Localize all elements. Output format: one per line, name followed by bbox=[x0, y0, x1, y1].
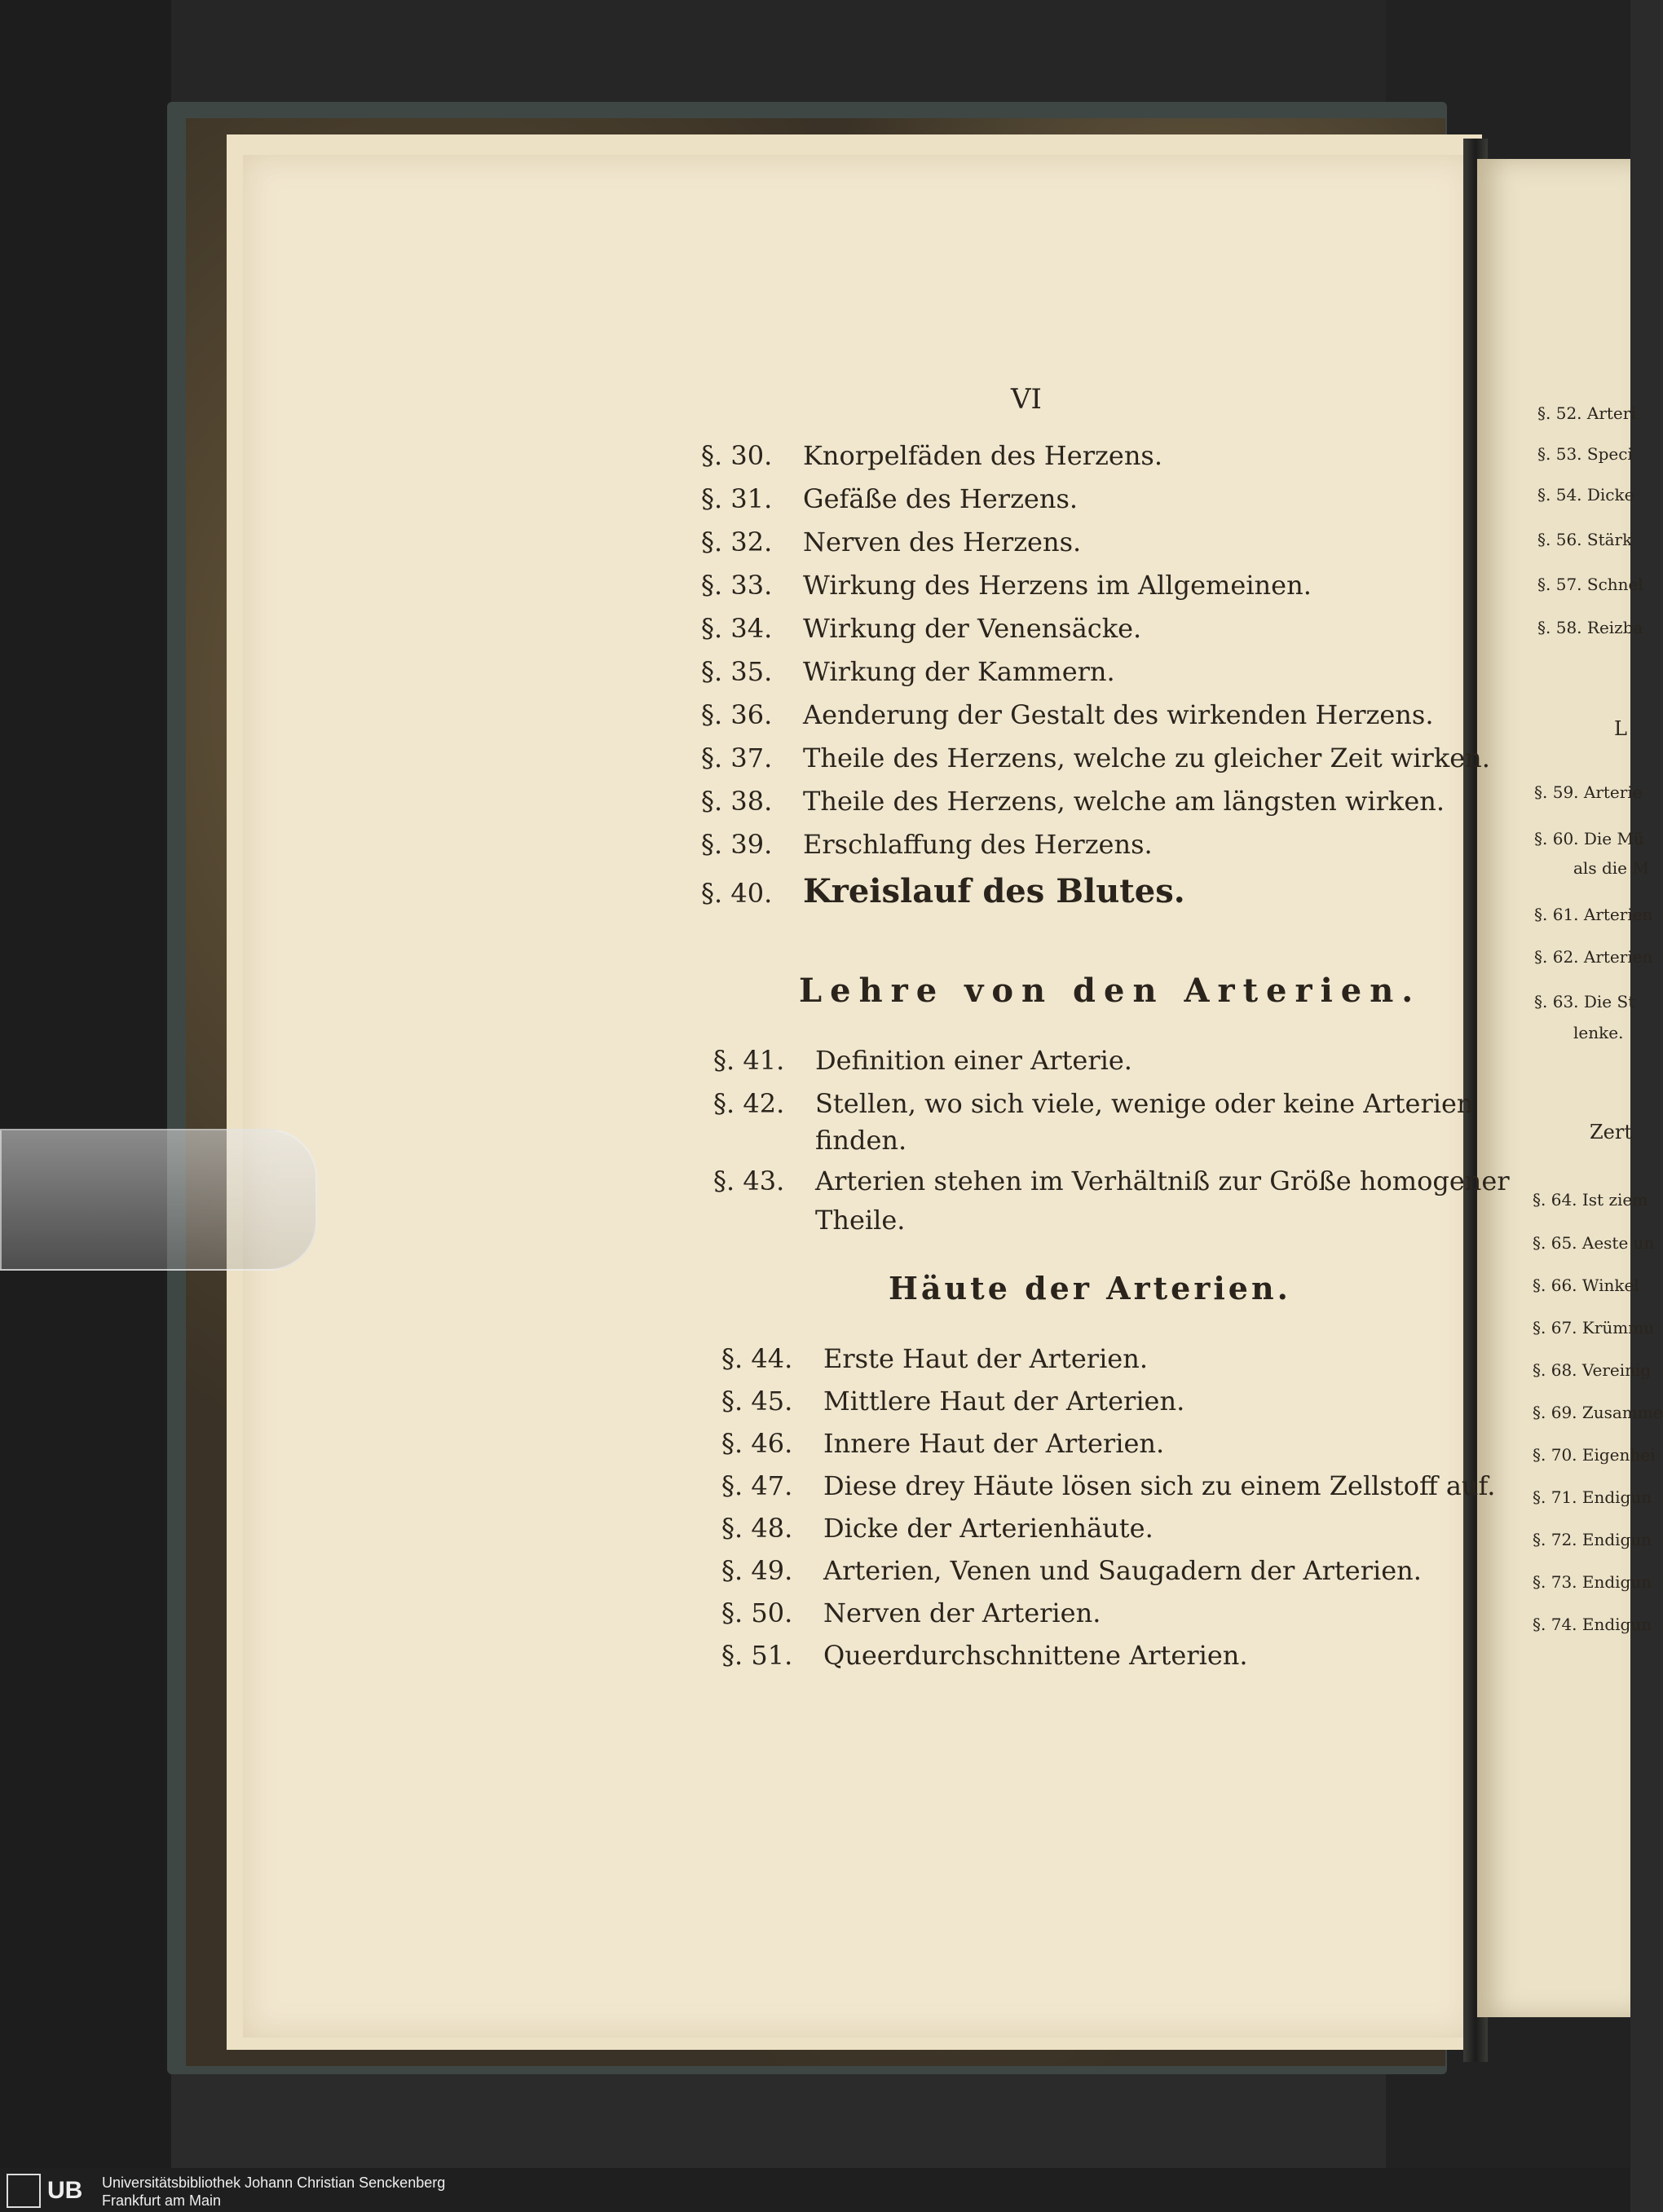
ub-logo-mark-icon bbox=[7, 2174, 41, 2208]
right-entry: §. 62. Arterien bbox=[1534, 947, 1653, 967]
section-heading-skins: Häute der Arterien. bbox=[889, 1270, 1291, 1306]
toc-entry: §. 51. Queerdurchschnittene Arterien. bbox=[721, 1640, 1248, 1671]
toc-entry: §. 47. Diese drey Häute lösen sich zu einem Zellstoff auf. bbox=[721, 1470, 1496, 1501]
right-entry: §. 61. Arterien bbox=[1534, 905, 1653, 924]
section-heading-arteries: Lehre von den Arterien. bbox=[799, 972, 1422, 1010]
right-entry: §. 64. Ist ziem bbox=[1533, 1190, 1648, 1210]
toc-entry: §. 38. Theile des Herzens, welche am längsten wirken. bbox=[701, 786, 1445, 817]
right-entry: §. 69. Zusamme bbox=[1533, 1403, 1663, 1422]
right-entry: §. 71. Endigun bbox=[1533, 1487, 1652, 1507]
right-entry: §. 66. Winkel bbox=[1533, 1276, 1639, 1295]
toc-entry: §. 41. Definition einer Arterie. bbox=[713, 1045, 1132, 1076]
right-entry: §. 65. Aeste un bbox=[1533, 1233, 1655, 1253]
toc-entry: §. 31. Gefäße des Herzens. bbox=[701, 483, 1079, 514]
right-entry: §. 56. Stärk bbox=[1537, 530, 1633, 549]
right-entry: §. 57. Schnel bbox=[1537, 575, 1643, 594]
right-entry: §. 73. Endigun bbox=[1533, 1572, 1652, 1592]
toc-entry: §. 49. Arterien, Venen und Saugadern der Arterien. bbox=[721, 1555, 1422, 1586]
right-page-text bbox=[1533, 159, 1663, 2017]
ub-logo-text: UB bbox=[47, 2177, 83, 2204]
toc-entry: §. 45. Mittlere Haut der Arterien. bbox=[721, 1386, 1185, 1417]
right-entry: §. 74. Endigun bbox=[1533, 1615, 1652, 1634]
toc-entry: §. 39. Erschlaffung des Herzens. bbox=[701, 829, 1153, 860]
toc-entry: §. 36. Aenderung der Gestalt des wirkenden Herzens. bbox=[701, 699, 1434, 730]
right-entry: §. 63. Die St bbox=[1534, 992, 1635, 1011]
toc-entry: §. 34. Wirkung der Venensäcke. bbox=[701, 613, 1142, 644]
toc-entry: §. 37. Theile des Herzens, welche zu gleicher Zeit wirken. bbox=[701, 742, 1490, 773]
right-entry: §. 59. Arterie bbox=[1534, 782, 1643, 802]
right-entry: §. 53. Speci bbox=[1537, 444, 1633, 464]
ub-logo[interactable] bbox=[7, 2175, 96, 2207]
toc-entry: §. 30. Knorpelfäden des Herzens. bbox=[701, 440, 1163, 471]
background-left bbox=[0, 0, 171, 2168]
footer-institution: Universitätsbibliothek Johann Christian Senckenberg bbox=[102, 2175, 446, 2191]
right-entry: §. 52. Arteri bbox=[1537, 403, 1636, 423]
toc-entry: §. 43. Arterien stehen im Verhältniß zur Größe homogener bbox=[713, 1165, 1510, 1196]
right-entry: §. 68. Vereinig bbox=[1533, 1360, 1652, 1380]
toc-entry: §. 42. Stellen, wo sich viele, wenige oder keine Arterien bbox=[713, 1088, 1474, 1119]
toc-entry-continuation: Theile. bbox=[815, 1205, 906, 1236]
right-entry: §. 58. Reizba bbox=[1537, 618, 1643, 637]
right-heading: Zert bbox=[1590, 1121, 1632, 1143]
toc-entry: §. 32. Nerven des Herzens. bbox=[701, 527, 1082, 557]
right-heading: L bbox=[1614, 717, 1627, 740]
toc-entry: §. 33. Wirkung des Herzens im Allgemeinen. bbox=[701, 570, 1312, 601]
toc-entry: §. 46. Innere Haut der Arterien. bbox=[721, 1428, 1165, 1459]
toc-entry-continuation: finden. bbox=[815, 1125, 907, 1156]
toc-entry: §. 35. Wirkung der Kammern. bbox=[701, 656, 1115, 687]
right-entry: §. 54. Dicke bbox=[1537, 485, 1634, 505]
right-entry: §. 72. Endigun bbox=[1533, 1530, 1652, 1549]
right-entry: §. 70. Eigenhei bbox=[1533, 1445, 1656, 1465]
right-entry: als die M bbox=[1573, 858, 1649, 878]
toc-entry: §. 48. Dicke der Arterienhäute. bbox=[721, 1513, 1154, 1544]
toc-entry: §. 50. Nerven der Arterien. bbox=[721, 1597, 1101, 1628]
glass-page-holder bbox=[0, 1129, 317, 1271]
toc-entry: §. 40. Kreislauf des Blutes. bbox=[701, 872, 1185, 910]
right-entry: lenke. bbox=[1573, 1023, 1624, 1042]
right-entry: §. 60. Die Mü bbox=[1534, 829, 1644, 848]
right-entry: §. 67. Krümmu bbox=[1533, 1318, 1655, 1337]
footer-city: Frankfurt am Main bbox=[102, 2192, 222, 2209]
toc-entry: §. 44. Erste Haut der Arterien. bbox=[721, 1343, 1149, 1374]
page-number: VI bbox=[1011, 383, 1042, 416]
